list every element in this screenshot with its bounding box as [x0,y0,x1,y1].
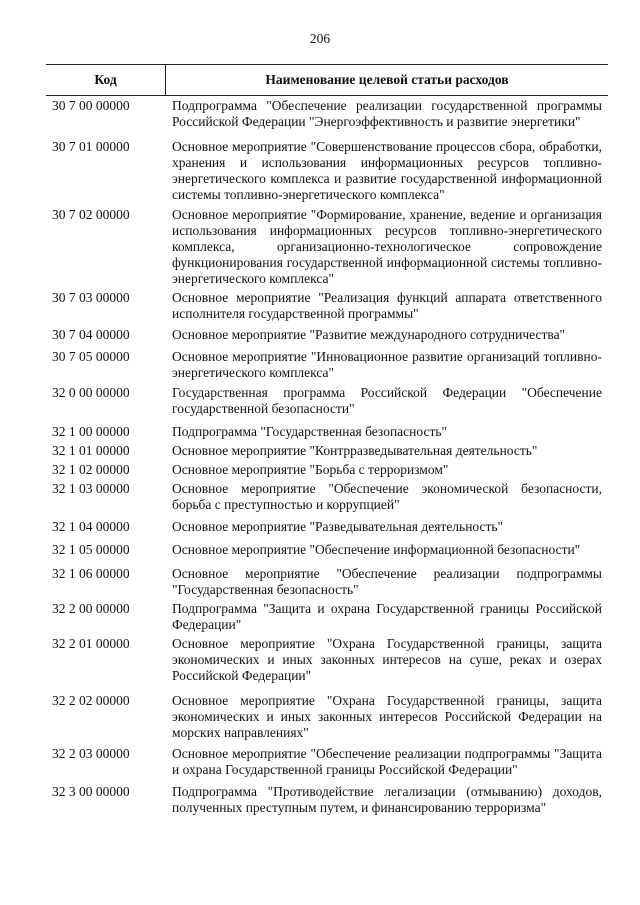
name-column-header: Наименование целевой статьи расходов [165,65,608,95]
row-name: Основное мероприятие "Борьба с терроризмом" [172,462,449,477]
row-name: Основное мероприятие "Совершенствование процессов сбора, обработки, хранения и использования информационных ресурсов топливно-энергетического комплекса и развитие государственной информационной системы топливно-энергетического комплекса" [172,139,602,202]
row-code: 32 1 02 00000 [52,462,130,477]
page-number: 206 [309,31,331,46]
row-code: 32 2 03 00000 [52,746,130,761]
row-code: 32 3 00 00000 [52,784,130,799]
row-name: Основное мероприятие "Контрразведывательная деятельность" [172,443,538,458]
row-name: Основное мероприятие "Обеспечение экономической безопасности, борьба с преступностью и коррупцией" [172,481,602,512]
row-name: Основное мероприятие "Разведывательная деятельность" [172,519,504,534]
row-code: 32 1 00 00000 [52,424,130,439]
row-code: 32 1 03 00000 [52,481,130,496]
row-code: 32 1 05 00000 [52,542,130,557]
row-name: Подпрограмма "Противодействие легализации (отмыванию) доходов, полученных преступным путем, и финансированию терроризма" [172,784,602,815]
row-code: 32 1 06 00000 [52,566,130,581]
row-name: Основное мероприятие "Реализация функций аппарата ответственного исполнителя государственной программы" [172,290,602,321]
row-name: Основное мероприятие "Охрана Государственной границы, защита экономических и иных законных интересов Российской Федерации на морских направлениях" [172,693,602,740]
row-name: Подпрограмма "Обеспечение реализации государственной программы Российской Федерации "Энергоэффективность и развитие энергетики" [172,98,602,129]
row-code: 32 1 04 00000 [52,519,130,534]
row-name: Основное мероприятие "Развитие международного сотрудничества" [172,327,566,342]
row-name: Подпрограмма "Защита и охрана Государственной границы Российской Федерации" [172,601,602,632]
row-name: Основное мероприятие "Обеспечение информационной безопасности" [172,542,581,557]
row-code: 30 7 02 00000 [52,207,130,222]
row-name: Основное мероприятие "Обеспечение реализации подпрограммы "Государственная безопасность" [172,566,602,597]
row-name: Основное мероприятие "Инновационное развитие организаций топливно-энергетического комплекса" [172,349,602,380]
row-name: Основное мероприятие "Обеспечение реализации подпрограммы "Защита и охрана Государственной границы Российской Федерации" [172,746,602,777]
row-code: 30 7 00 00000 [52,98,130,113]
row-code: 30 7 03 00000 [52,290,130,305]
code-column-header: Код [94,72,117,87]
row-code: 32 1 01 00000 [52,443,130,458]
row-code: 32 0 00 00000 [52,385,130,400]
table-header [46,64,608,96]
row-code: 30 7 05 00000 [52,349,130,364]
row-name: Основное мероприятие "Охрана Государственной границы, защита экономических и иных законных интересов на суше, реках и озерах Российской Федерации" [172,636,602,683]
row-code: 32 2 01 00000 [52,636,130,651]
row-code: 30 7 04 00000 [52,327,130,342]
row-name: Подпрограмма "Государственная безопасность" [172,424,448,439]
row-code: 32 2 00 00000 [52,601,130,616]
row-code: 30 7 01 00000 [52,139,130,154]
row-name: Основное мероприятие "Формирование, хранение, ведение и организация использования информационных ресурсов топливно-энергетического комплекса, организационно-технологическое сопровождение функционирования государственной информационной системы топливно-энергетического комплекса" [172,207,602,286]
row-name: Государственная программа Российской Федерации "Обеспечение государственной безопасности" [172,385,602,416]
row-code: 32 2 02 00000 [52,693,130,708]
